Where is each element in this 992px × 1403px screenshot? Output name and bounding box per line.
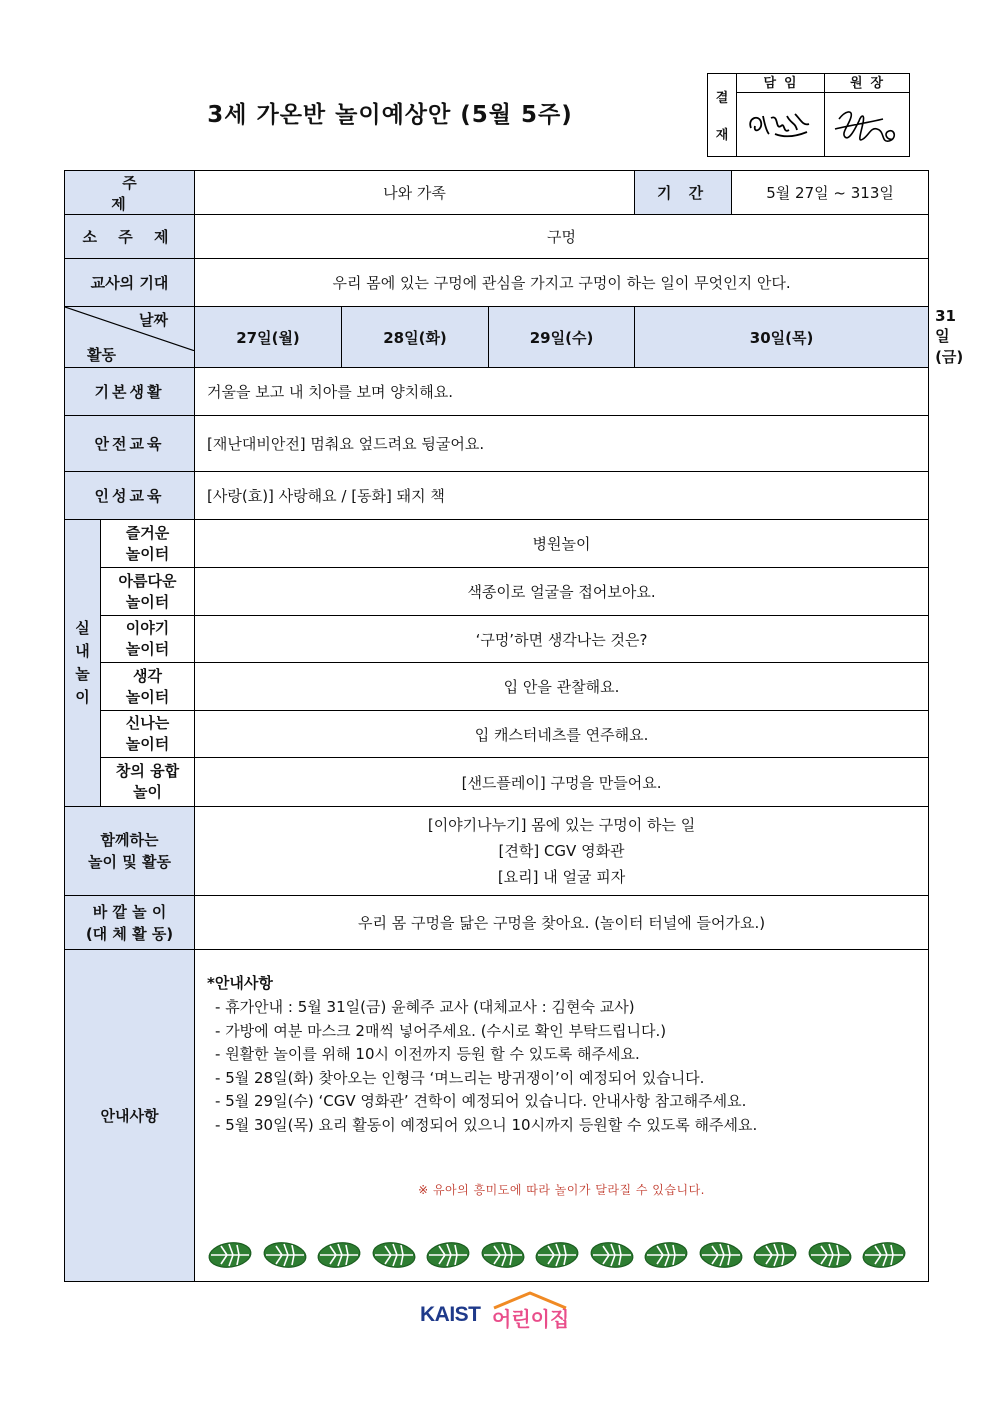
character-label (65, 472, 195, 520)
leaf-icon (807, 1239, 853, 1271)
indoor-item-name-line: 생각 (133, 666, 162, 685)
day-monday: 27일(월) (195, 307, 342, 368)
basic-life-value: 거울을 보고 내 치아를 보며 양치해요. (195, 368, 929, 416)
activity-label: 활동 (87, 346, 116, 364)
indoor-item-name (101, 711, 195, 758)
period-label-text: 기 간 (656, 184, 710, 202)
day-thursday: 30일(목) (635, 307, 929, 368)
character-value: [사랑(효)] 사랑해요 / [동화] 돼지 책 (195, 472, 929, 520)
topic-label-text: 주 제 (111, 173, 159, 213)
notice-label: 안내사항 (65, 950, 195, 1282)
indoor-item-name-line: 즐거운 (125, 523, 170, 542)
indoor-item-content: 병원놀이 (195, 520, 929, 568)
leaf-icon (643, 1239, 689, 1271)
basic-life-label (65, 368, 195, 416)
kaist-logo (420, 1290, 580, 1330)
indoor-item-name-line: 창의 융합 (115, 762, 180, 780)
together-label-line: 함께하는 (100, 831, 159, 849)
indoor-item-name-line: 이야기 (125, 619, 170, 637)
safety-label-text: 안전교육 (94, 435, 165, 453)
safety-label (65, 416, 195, 472)
notice-line: - 5월 29일(수) ‘CGV 영화관’ 견학이 예정되어 있습니다. 안내사항 참고해주세요. (215, 1092, 747, 1110)
notice-line: - 원활한 놀이를 위해 10시 이전까지 등원 할 수 있도록 해주세요. (215, 1045, 640, 1063)
indoor-item-content: 색종이로 얼굴을 접어보아요. (195, 568, 929, 616)
outdoor-label-line: 바 깥 놀 이 (92, 902, 167, 921)
leaf-icon (698, 1239, 744, 1271)
indoor-item-name-line: 놀이 (133, 783, 162, 801)
indoor-char-2: 내 (75, 642, 90, 660)
date-label: 날짜 (139, 311, 169, 329)
leaf-decoration (207, 1239, 907, 1273)
together-line: [요리] 내 얼굴 피자 (497, 868, 626, 886)
teacher-signature (736, 93, 824, 155)
leaf-icon (207, 1239, 253, 1271)
together-content (195, 807, 929, 896)
approval-box (707, 73, 910, 157)
leaf-icon (589, 1239, 635, 1271)
leaf-icon (371, 1239, 417, 1271)
basic-life-label-text: 기본생활 (94, 383, 165, 401)
approval-side-top: 결 (715, 91, 729, 106)
topic-value: 나와 가족 (195, 171, 635, 215)
indoor-item-name-line: 놀이터 (125, 544, 170, 563)
outdoor-label-line: (대 체 활 동) (85, 924, 174, 943)
leaf-icon (480, 1239, 526, 1271)
together-label (65, 807, 195, 896)
topic-label (65, 171, 195, 215)
date-activity-header (65, 307, 195, 368)
logo-roof-icon (490, 1290, 570, 1310)
approval-director (824, 74, 909, 156)
leaf-icon (262, 1239, 308, 1271)
indoor-item-name (101, 663, 195, 711)
indoor-item-name-line: 놀이터 (125, 640, 170, 658)
indoor-char-4: 이 (75, 688, 90, 706)
approval-side-bottom: 재 (715, 128, 729, 143)
subtopic-value: 구멍 (195, 215, 929, 259)
indoor-item-name-line: 신나는 (125, 714, 170, 732)
outdoor-label (65, 896, 195, 950)
notice-line: - 5월 30일(목) 요리 활동이 예정되어 있으니 10시까지 등원할 수 있도록 해주세요. (215, 1115, 758, 1134)
plan-table: 주 제 나와 가족 기 간 5월 27일 ~ 313일 소 주 제 구멍 교사의 기대 우리 몸에 있는 구멍에 관심을 가지고 구멍이 하는 일이 무엇인지 안다. 날짜 활동 27일(월) 28일(화) 29일(수) 30일(목) 31일(금) 기본생활 거울을 보고 내 치아를 보며 양치해요. 안전교육 [재난대비안전] 멈춰요 엎드려요 뒹굴어요. 인성교육 [사랑(효)] 사랑해요 / [동화] 돼지 책 실 내 놀 이 즐거운 놀이터 병원놀이 아름다운 놀이터 색종이로 얼굴을 접어보아요. 이야기 놀이터 ‘구멍’하면 생각나는 것은? 생각 놀이터 입 안을 관찰해요. 신나는 놀이터 입 캐스터네츠를 연주해요. 창의 융합 놀이 [샌드플레이] 구멍을 만들어요. 함께하는 놀이 및 활동 [이야기나누기] 몸에 있는 구멍이 하는 일 [견학] CGV 영화관 [요리] 내 얼굴 피자 바 깥 놀 이 (대 체 활 동) 우리 몸 구멍을 닮은 구멍을 찾아요. (놀이터 터널에 들어가요.) 안내사항 *안내사항 - 휴가안내 : 5월 31일(금) 윤혜주 교사 (대체교사 : 김현숙 교사) - 가방에 여분 마스크 2매씩 넣어주세요. (수시로 확인 부탁드립니다.) - 원활한 놀이를 위해 10시 이전까지 등원 할 수 있도록 해주세요. - 5월 28일(화) 찾아오는 인형극 ‘며느리는 방귀쟁이’이 예정되어 있습니다. - 5월 29일(수) ‘CGV 영화관’ 견학이 예정되어 있습니다. 안내사항 참고해주세요. - 5월 30일(목) 요리 활동이 예정되어 있으니 10시까지 등원할 수 있도록 해주세요. ※ 유아의 흥미도에 따라 놀이가 달라질 수 있습니다. (64, 170, 929, 1282)
leaf-icon (861, 1239, 907, 1271)
page-title: 3세 가온반 놀이예상안 (5월 5주) (207, 102, 573, 128)
together-label-line: 놀이 및 활동 (88, 853, 171, 871)
subtopic-label-text: 소 주 제 (82, 228, 177, 246)
subtopic-label (65, 215, 195, 259)
indoor-item-content: ‘구멍’하면 생각나는 것은? (195, 616, 929, 663)
indoor-char-3: 놀 (75, 665, 90, 683)
leaf-icon (752, 1239, 798, 1271)
period-value: 5월 27일 ~ 313일 (732, 171, 929, 215)
together-line: [견학] CGV 영화관 (498, 842, 625, 860)
day-tuesday: 28일(화) (342, 307, 489, 368)
indoor-item-content: [샌드플레이] 구멍을 만들어요. (195, 758, 929, 807)
indoor-item-name (101, 758, 195, 807)
indoor-item-content: 입 안을 관찰해요. (195, 663, 929, 711)
diagonal-line (65, 307, 195, 351)
indoor-play-label (65, 520, 101, 807)
notice-line: - 가방에 여분 마스크 2매씩 넣어주세요. (수시로 확인 부탁드립니다.) (215, 1021, 667, 1040)
logo-name: 어린이집 (492, 1307, 570, 1331)
approval-side (708, 74, 737, 156)
safety-value: [재난대비안전] 멈춰요 엎드려요 뒹굴어요. (195, 416, 929, 472)
approval-teacher-label: 담임 (736, 74, 824, 93)
indoor-char-1: 실 (75, 619, 90, 637)
notice-line: - 5월 28일(화) 찾아오는 인형극 ‘며느리는 방귀쟁이’이 예정되어 있습니다. (215, 1068, 705, 1087)
indoor-item-content: 입 캐스터네츠를 연주해요. (195, 711, 929, 758)
indoor-item-name-line: 놀이터 (125, 687, 170, 706)
notice-warning: ※ 유아의 흥미도에 따라 놀이가 달라질 수 있습니다. (418, 1183, 705, 1197)
notice-title: *안내사항 (207, 974, 273, 992)
notice-line: - 휴가안내 : 5월 31일(금) 윤혜주 교사 (대체교사 : 김현숙 교사) (215, 998, 635, 1016)
director-signature (824, 93, 909, 155)
period-label (635, 171, 732, 215)
together-line: [이야기나누기] 몸에 있는 구멍이 하는 일 (427, 816, 696, 834)
indoor-item-name (101, 568, 195, 616)
leaf-icon (425, 1239, 471, 1271)
indoor-item-name-line: 놀이터 (125, 592, 170, 611)
logo-brand: KAIST (420, 1303, 481, 1326)
leaf-icon (534, 1239, 580, 1271)
character-label-text: 인성교육 (94, 487, 165, 505)
day-wednesday: 29일(수) (489, 307, 635, 368)
indoor-item-name (101, 616, 195, 663)
expectation-value: 우리 몸에 있는 구멍에 관심을 가지고 구멍이 하는 일이 무엇인지 안다. (195, 259, 929, 307)
outdoor-content: 우리 몸 구멍을 닮은 구멍을 찾아요. (놀이터 터널에 들어가요.) (195, 896, 929, 950)
indoor-item-name (101, 520, 195, 568)
expectation-label: 교사의 기대 (65, 259, 195, 307)
approval-director-label: 원장 (824, 74, 909, 93)
indoor-item-name-line: 아름다운 (118, 571, 177, 590)
indoor-item-name-line: 놀이터 (125, 735, 170, 753)
leaf-icon (316, 1239, 362, 1271)
approval-teacher (736, 74, 825, 156)
notice-content (195, 950, 929, 1282)
